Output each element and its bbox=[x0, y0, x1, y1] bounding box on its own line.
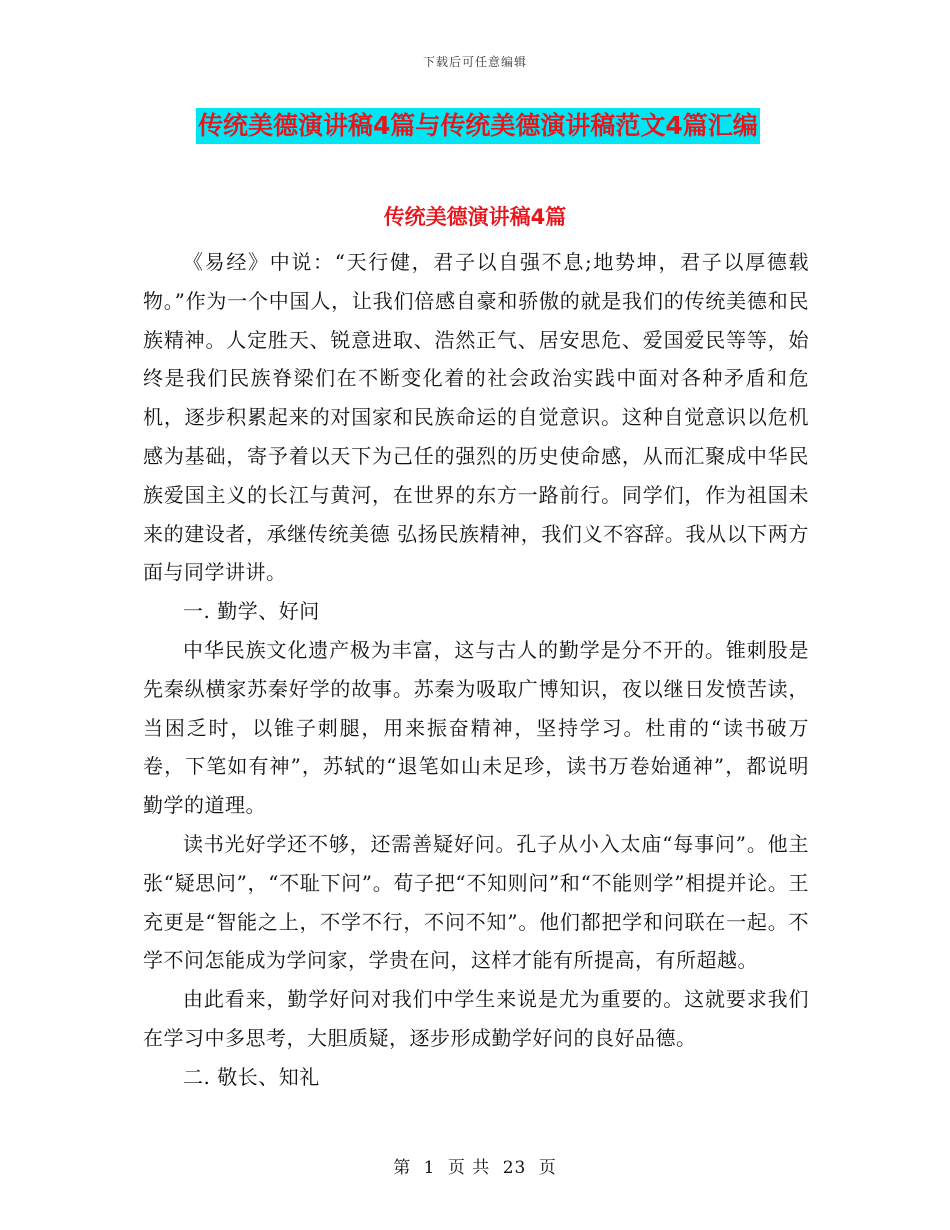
paragraph-ask: 读书光好学还不够，还需善疑好问。孔子从小入太庙“每事问”。他主张“疑思问”，“不耻下问”。荀子把“不知则问”和“不能则学”相提并论。王充更是“智能之上，不学不行，不问不知”。他们都把学和问联在一起。不学不问怎能成为学问家，学贵在问，这样才能有所提高，有所超越。 bbox=[143, 831, 809, 973]
section-title: 传统美德演讲稿4篇 bbox=[383, 205, 567, 229]
page-mid: 页 共 bbox=[447, 1158, 491, 1178]
document-title: 传统美德演讲稿4篇与传统美德演讲稿范文4篇汇编 bbox=[196, 108, 760, 144]
paragraph-study: 中华民族文化遗产极为丰富，这与古人的勤学是分不开的。锥刺股是先秦纵横家苏秦好学的故事。苏秦为吸取广博知识，夜以继日发愤苦读，当困乏时，以锥子刺腿，用来振奋精神，坚持学习。杜甫的“读书破万卷，下笔如有神”，苏轼的“退笔如山未足珍，读书万卷始通神”，都说明勤学的道理。 bbox=[143, 637, 809, 818]
page-prefix: 第 bbox=[393, 1158, 412, 1178]
paragraph-intro: 《易经》中说：“天行健，君子以自强不息;地势坤，君子以厚德载物。”作为一个中国人，让我们倍感自豪和骄傲的就是我们的传统美德和民族精神。人定胜天、锐意进取、浩然正气、居安思危、爱国爱民等等，始终是我们民族脊梁们在不断变化着的社会政治实践中面对各种矛盾和危机，逐步积累起来的对国家和民族命运的自觉意识。这种自觉意识以危机感为基础，寄予着以天下为己任的强烈的历史使命感，从而汇聚成中华民族爱国主义的长江与黄河，在世界的东方一路前行。同学们，作为祖国未来的建设者，承继传统美德 弘扬民族精神，我们义不容辞。我从以下两方面与同学讲讲。 bbox=[143, 250, 809, 585]
heading-respect-manners: 二. 敬长、知礼 bbox=[183, 1064, 320, 1089]
page-number: 1 bbox=[423, 1158, 436, 1178]
page-footer bbox=[0, 1153, 950, 1178]
document-body bbox=[143, 243, 809, 1097]
paragraph-conclusion: 由此看来，勤学好问对我们中学生来说是尤为重要的。这就要求我们在学习中多思考，大胆质疑，逐步形成勤学好问的良好品德。 bbox=[143, 987, 809, 1050]
heading-study-ask: 一. 勤学、好问 bbox=[183, 599, 320, 624]
page-suffix: 页 bbox=[538, 1158, 557, 1178]
header-note: 下载后可任意编辑 bbox=[422, 55, 527, 69]
page-total: 23 bbox=[502, 1158, 527, 1178]
